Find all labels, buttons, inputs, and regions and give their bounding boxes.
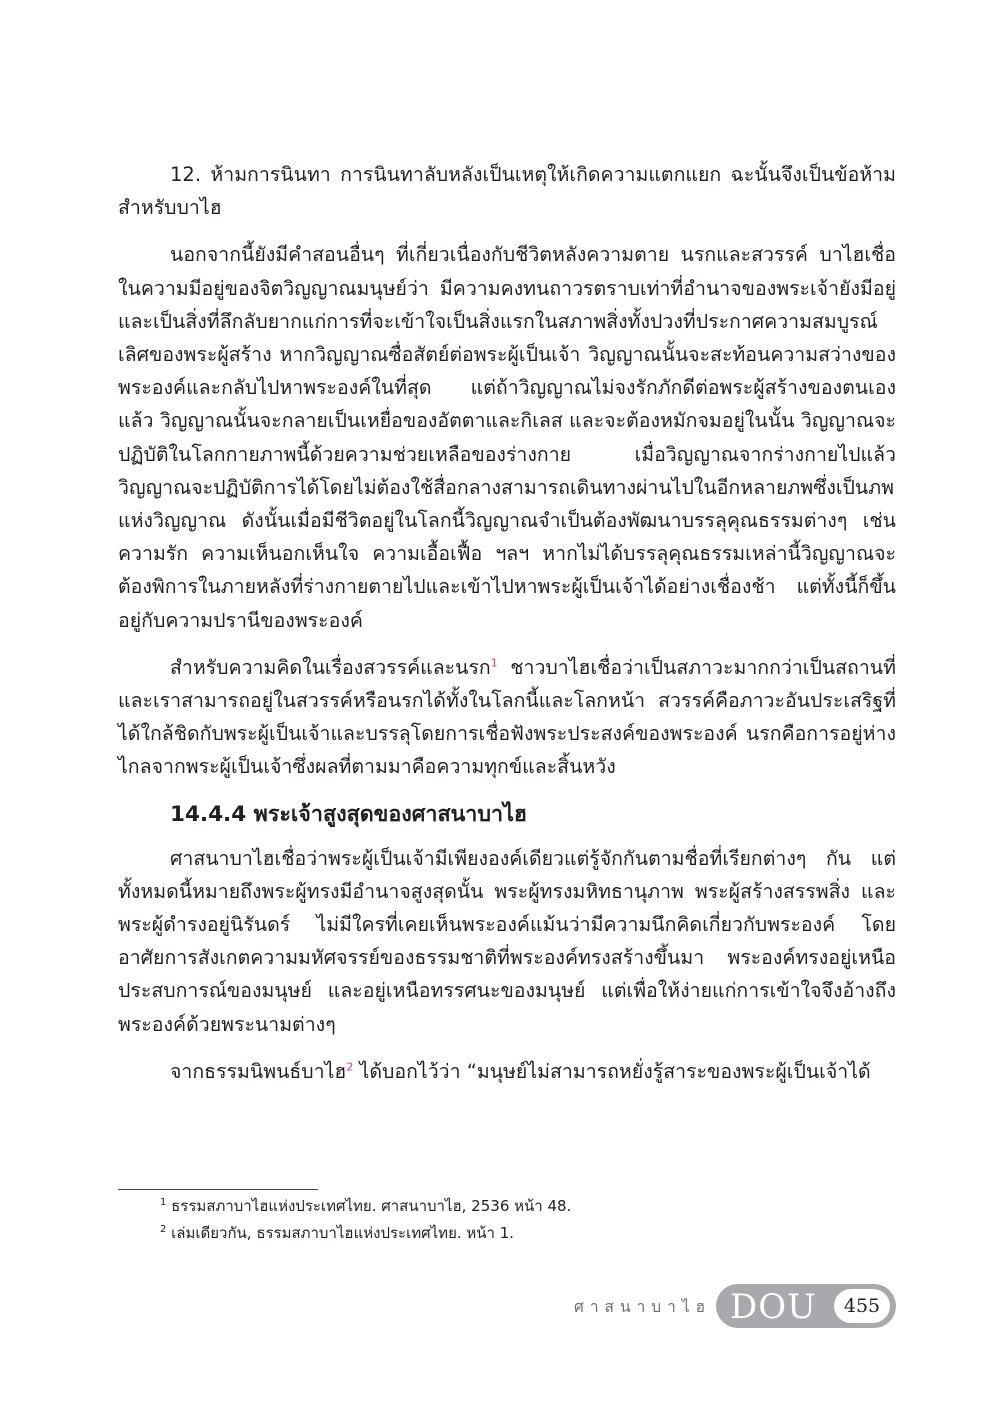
paragraph-heaven-hell — [118, 651, 896, 784]
footnote-text: เล่มเดียวกัน, ธรรมสภาบาไฮแห่งประเทศไทย. หน้า 1. — [171, 1224, 515, 1242]
footnote-number: 1 — [160, 1197, 167, 1208]
dou-logo: DOU — [730, 1287, 817, 1327]
paragraph-rule-12: 12. ห้ามการนินทา การนินทาลับหลังเป็นเหตุให้เกิดความแตกแยก ฉะนั้นจึงเป็นข้อห้ามสำหรับบาไฮ — [118, 163, 896, 220]
footnotes — [160, 1193, 880, 1247]
footnote-text: ธรรมสภาบาไฮแห่งประเทศไทย. ศาสนาบาไฮ, 2536 หน้า 48. — [171, 1197, 572, 1215]
main-content — [118, 158, 896, 1102]
page-number: 455 — [834, 1289, 890, 1323]
footnote-ref-1[interactable]: 1 — [490, 656, 498, 670]
footnote-number: 2 — [160, 1224, 167, 1235]
paragraph-scripture — [118, 1055, 896, 1088]
dou-badge — [716, 1284, 896, 1328]
footnote-item — [160, 1220, 880, 1247]
footnote-item — [160, 1193, 880, 1220]
footnote-divider — [118, 1189, 318, 1190]
paragraph-heaven-text-b: ชาวบาไฮเชื่อว่าเป็นสภาวะมากกว่าเป็นสถานที่ และเราสามารถอยู่ในสวรรค์หรือนรกได้ทั้งในโลกนี้และโลกหน้า สวรรค์คือภาวะอันประเสริฐที่ได้ใกล้ชิดกับพระผู้เป็นเจ้าและบรรลุโดยการเชื่อฟังพระประสงค์ของพระองค์ นรกคือการอยู่ห่างไกลจากพระผู้เป็นเจ้าซึ่งผลที่ตามมาคือความทุกข์และสิ้นหวัง — [118, 655, 896, 779]
paragraph-scripture-text-a: จากธรรมนิพนธ์บาไฮ — [170, 1059, 347, 1083]
paragraph-scripture-text-b: ได้บอกไว้ว่า “มนุษย์ไม่สามารถหยั่งรู้สาระของพระผู้เป็นเจ้าได้ — [353, 1059, 871, 1083]
paragraph-heaven-text-a: สำหรับความคิดในเรื่องสวรรค์และนรก — [170, 655, 491, 679]
footnote-ref-2[interactable]: 2 — [346, 1060, 354, 1074]
footer-course-label: ศาสนาบาไฮ — [574, 1298, 712, 1316]
section-heading: 14.4.4 พระเจ้าสูงสุดของศาสนาบาไฮ — [170, 801, 528, 827]
paragraph-supreme-god: ศาสนาบาไฮเชื่อว่าพระผู้เป็นเจ้ามีเพียงองค์เดียวแต่รู้จักกันตามชื่อที่เรียกต่างๆ กัน แต่ทั้งหมดนี้หมายถึงพระผู้ทรงมีอำนาจสูงสุดนั้น พระผู้ทรงมหิทธานุภาพ พระผู้สร้างสรรพสิ่ง และพระผู้ดำรงอยู่นิรันดร์ ไม่มีใครที่เคยเห็นพระองค์แม้นว่ามีความนึกคิดเกี่ยวกับพระองค์ โดยอาศัยการสังเกตความมหัศจรรย์ของธรรมชาติที่พระองค์ทรงสร้างขึ้นมา พระองค์ทรงอยู่เหนือประสบการณ์ของมนุษย์ และอยู่เหนือทรรศนะของมนุษย์ แต่เพื่อให้ง่ายแก่การเข้าใจจึงอ้างถึงพระองค์ด้วยพระนามต่างๆ — [118, 846, 896, 1036]
paragraph-afterlife: นอกจากนี้ยังมีคำสอนอื่นๆ ที่เกี่ยวเนื่องกับชีวิตหลังความตาย นรกและสวรรค์ บาไฮเชื่อในความมีอยู่ของจิตวิญญาณมนุษย์ว่า มีความคงทนถาวรตราบเท่าที่อำนาจของพระเจ้ายังมีอยู่ และเป็นสิ่งที่ลึกลับยากแก่การที่จะเข้าใจเป็นสิ่งแรกในสภาพสิ่งทั้งปวงที่ประกาศความสมบูรณ์เลิศของพระผู้สร้าง หากวิญญาณซื่อสัตย์ต่อพระผู้เป็นเจ้า วิญญาณนั้นจะสะท้อนความสว่างของพระองค์และกลับไปหาพระองค์ในที่สุด แต่ถ้าวิญญาณไม่จงรักภักดีต่อพระผู้สร้างของตนเองแล้ว วิญญาณนั้นจะกลายเป็นเหยื่อของอัตตาและกิเลส และจะต้องหมักจมอยู่ในนั้น วิญญาณจะปฏิบัติในโลกกายภาพนี้ด้วยความช่วยเหลือของร่างกาย เมื่อวิญญาณจากร่างกายไปแล้ววิญญาณจะปฏิบัติการได้โดยไม่ต้องใช้สื่อกลางสามารถเดินทางผ่านไปในอีกหลายภพซึ่งเป็นภพแห่งวิญญาณ ดังนั้นเมื่อมีชีวิตอยู่ในโลกนี้วิญญาณจำเป็นต้องพัฒนาบรรลุคุณธรรมต่างๆ เช่น ความรัก ความเห็นอกเห็นใจ ความเอื้อเฟื้อ ฯลฯ หากไม่ได้บรรลุคุณธรรมเหล่านี้วิญญาณจะต้องพิการในภายหลังที่ร่างกายตายไปและเข้าไปหาพระผู้เป็นเจ้าได้อย่างเชื่องช้า แต่ทั้งนี้ก็ขึ้นอยู่กับความปรานีของพระองค์ — [118, 243, 896, 632]
page-footer — [574, 1284, 898, 1332]
